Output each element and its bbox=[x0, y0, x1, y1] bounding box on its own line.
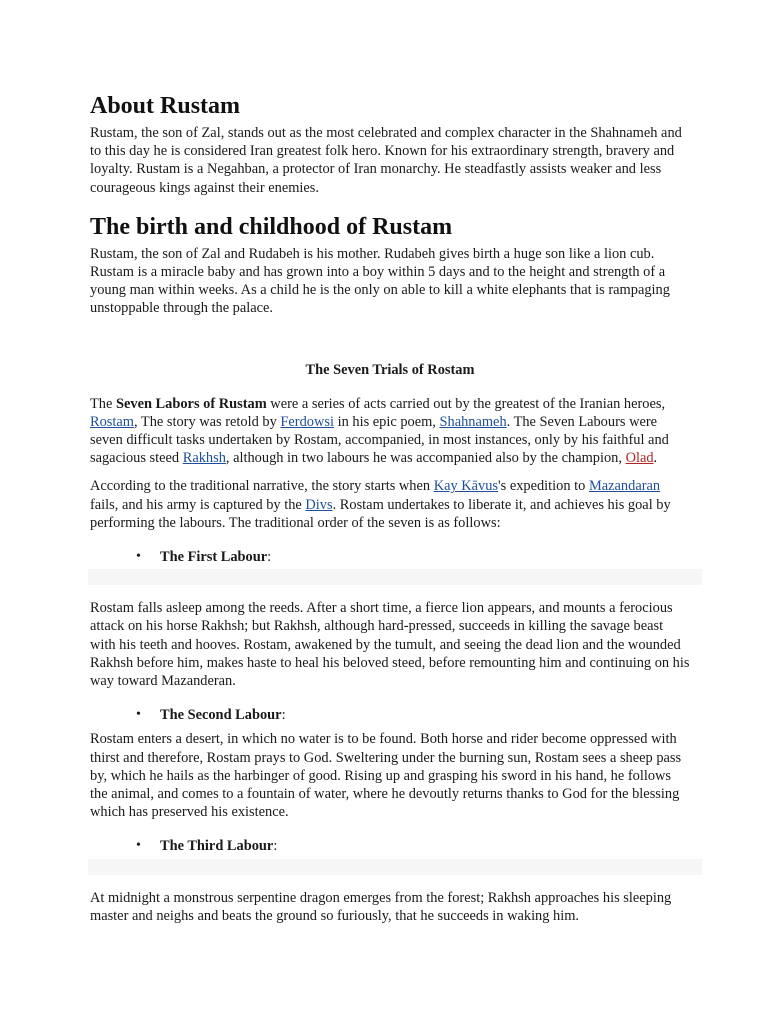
list-item-second-labour bbox=[90, 706, 690, 724]
seven-labors-paragraph bbox=[90, 395, 690, 468]
text-run: , although in two labours he was accompanied also by the champion, bbox=[225, 450, 626, 467]
text-run: According to the traditional narrative, the story starts when bbox=[90, 478, 434, 495]
first-labour-paragraph: Rostam falls asleep among the reeds. After a short time, a fierce lion appears, and mounts a ferocious attack on his horse Rakhsh; but Rakhsh, although hard-pressed, succeeds in killing the savage beast with his teeth and hooves. Rostam, awakened by the tumult, and seeing the dead lion and the wounded Rakhsh before him, makes haste to heal his beloved steed, before remounting him and continuing on his way toward Mazanderan. bbox=[90, 600, 690, 690]
list-item-third-labour bbox=[90, 837, 690, 855]
link-kay-kavus[interactable]: Kay Kāvus bbox=[433, 478, 499, 495]
text-run: , The story was retold by bbox=[133, 413, 281, 430]
seven-trials-title: The Seven Trials of Rostam bbox=[305, 361, 475, 378]
shaded-band bbox=[88, 859, 702, 875]
link-rostam[interactable]: Rostam bbox=[90, 413, 134, 430]
section-title-about-rustam: About Rustam bbox=[90, 93, 241, 119]
link-shahnameh[interactable]: Shahnameh bbox=[439, 413, 507, 430]
labour-heading: The Second Labour bbox=[160, 707, 282, 724]
link-mazandaran[interactable]: Mazandaran bbox=[588, 478, 661, 495]
labour-heading: The First Labour bbox=[160, 549, 268, 566]
second-labour-paragraph: Rostam enters a desert, in which no water is to be found. Both horse and rider become oppressed with thirst and therefore, Rostam prays to God. Sweltering under the burning sun, Rostam sees a sheep pass by, which he hails as the harbinger of good. Rising up and grasping his sword in his hand, he follows the animal, and comes to a fountain of water, where he devoutly returns thanks to God for the blessing which has preserved his existence. bbox=[90, 731, 682, 821]
labour-colon: : bbox=[281, 707, 286, 724]
text-run: were a series of acts carried out by the greatest of the Iranian heroes, bbox=[266, 395, 666, 412]
text-run: 's expedition to bbox=[498, 478, 589, 495]
section-title-birth-childhood: The birth and childhood of Rustam bbox=[90, 213, 453, 240]
link-ferdowsi[interactable]: Ferdowsi bbox=[280, 413, 334, 430]
labour-colon: : bbox=[273, 838, 278, 855]
birth-childhood-paragraph: Rustam, the son of Zal and Rudabeh is his mother. Rudabeh gives birth a huge son like a lion cub. Rustam is a miracle baby and has grown into a boy within 5 days and to the height and strength of a young man within weeks. As a child he is the only on able to kill a white elephants that is rampaging unstoppable through the palace. bbox=[90, 245, 670, 317]
text-run: The bbox=[90, 395, 116, 412]
document-content bbox=[90, 92, 690, 925]
list-item-first-labour bbox=[90, 548, 690, 566]
shaded-band bbox=[88, 569, 702, 585]
traditional-narrative-paragraph bbox=[90, 477, 690, 532]
text-run: . Rostam undertakes to liberate it, and achieves his goal by performing the labours. The traditional order of the seven is as follows: bbox=[90, 496, 671, 531]
text-run: . bbox=[653, 450, 658, 467]
text-run: in his epic poem, bbox=[333, 413, 440, 430]
labour-heading: The Third Labour bbox=[160, 838, 274, 855]
text-run: . The Seven Labours were seven difficult tasks undertaken by Rostam, accompanied, in most instances, only by his faithful and sagacious steed bbox=[90, 413, 669, 467]
bold-seven-labors: Seven Labors of Rustam bbox=[115, 395, 267, 412]
link-divs[interactable]: Divs bbox=[305, 496, 333, 513]
link-rakhsh[interactable]: Rakhsh bbox=[182, 450, 226, 467]
text-run: fails, and his army is captured by the bbox=[90, 496, 306, 513]
about-rustam-paragraph: Rustam, the son of Zal, stands out as the most celebrated and complex character in the Shahnameh and to this day he is considered Iran greatest folk hero. Known for his extraordinary strength, bravery and loyalty. Rustam is a Negahban, a protector of Iran monarchy. He steadfastly assists weaker and less courageous kings against their enemies. bbox=[90, 125, 682, 196]
labour-colon: : bbox=[267, 549, 272, 566]
third-labour-paragraph: At midnight a monstrous serpentine dragon emerges from the forest; Rakhsh approaches his sleeping master and neighs and beats the ground so furiously, that he succeeds in waking him. bbox=[90, 889, 672, 924]
link-olad[interactable]: Olad bbox=[625, 450, 654, 467]
